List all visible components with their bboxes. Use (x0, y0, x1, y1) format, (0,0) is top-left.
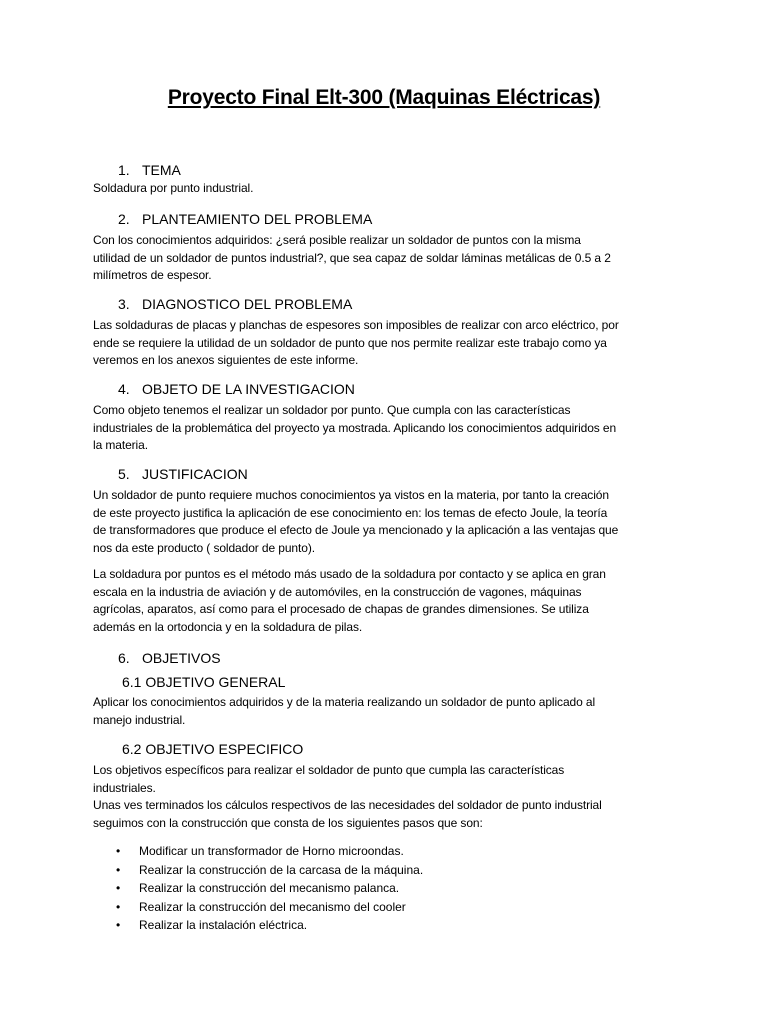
section-heading-justificacion (118, 466, 248, 482)
section-title: OBJETO DE LA INVESTIGACION (142, 381, 355, 397)
text-line: manejo industrial. (93, 712, 186, 727)
section-title: JUSTIFICACION (142, 466, 248, 482)
text-line: Como objeto tenemos el realizar un soldador por punto. Que cumpla con las características (93, 403, 571, 417)
steps-bullet-list (93, 842, 423, 935)
list-item (93, 916, 423, 935)
section-heading-planteamiento (118, 211, 372, 227)
text-line: agrícolas, aparatos, así como para el procesado de chapas de grandes dimensiones. Se utiliza (93, 602, 589, 616)
bullet-icon: • (116, 844, 121, 858)
list-item (93, 861, 423, 880)
section-title: PLANTEAMIENTO DEL PROBLEMA (142, 211, 373, 227)
list-item-text: Realizar la construcción del mecanismo del cooler (139, 899, 406, 914)
subsection-heading-objetivo-especifico: 6.2 OBJETIVO ESPECIFICO (122, 741, 304, 757)
section-title: DIAGNOSTICO DEL PROBLEMA (142, 296, 353, 312)
text-line: Con los conocimientos adquiridos: ¿será posible realizar un soldador de puntos con la misma (93, 233, 581, 247)
bullet-icon: • (116, 899, 121, 914)
text-line: de este proyecto justifica la aplicación de ese conocimiento en: los temas de efecto Joule, la teoría (93, 505, 608, 520)
subsection-heading-objetivo-general: 6.1 OBJETIVO GENERAL (122, 674, 286, 690)
list-item-text: Realizar la construcción de la carcasa de la máquina. (139, 862, 424, 877)
section-heading-tema (118, 162, 181, 178)
list-item (93, 898, 423, 917)
section-body-tema (93, 180, 693, 198)
bullet-icon: • (116, 862, 121, 877)
text-line: La soldadura por puntos es el método más usado de la soldadura por contacto y se aplica en gran (93, 567, 606, 581)
text-line: Aplicar los conocimientos adquiridos y de la materia realizando un soldador de punto aplicado al (93, 695, 596, 709)
text-line: de transformadores que produce el efecto de Joule ya mencionado y la aplicación a las ventajas que (93, 523, 619, 537)
section-number: 5. (118, 466, 130, 482)
section-title: TEMA (142, 162, 181, 178)
text-line: Los objetivos específicos para realizar el soldador de punto que cumpla las características (93, 763, 565, 777)
section-body-diagnostico (93, 317, 693, 370)
bullet-icon: • (116, 918, 121, 932)
section-body-objeto (93, 402, 693, 455)
text-line: veremos en los anexos siguientes de este informe. (93, 353, 359, 367)
section-heading-diagnostico (118, 296, 352, 312)
section-number: 1. (118, 162, 130, 178)
section-body-justificacion (93, 487, 693, 557)
list-item-text: Realizar la instalación eléctrica. (139, 918, 308, 932)
text-line: además en la ortodoncia y en la soldadura de pilas. (93, 619, 363, 634)
section-number: 4. (118, 381, 130, 397)
text-line: ende se requiere la utilidad de un soldador de punto que nos permite realizar este trabajo como ya (93, 335, 607, 350)
section-heading-objeto (118, 381, 355, 397)
section-number: 6. (118, 650, 130, 666)
text-line: nos da este producto ( soldador de punto). (93, 540, 315, 555)
text-line: Un soldador de punto requiere muchos conocimientos ya vistos en la materia, por tanto la creación (93, 488, 609, 502)
subsection-body-objetivo-general (93, 694, 693, 729)
subsection-body-objetivo-especifico (93, 762, 693, 832)
text-line: utilidad de un soldador de puntos industrial?, que sea capaz de soldar láminas metálicas de 0.5 a 2 (93, 250, 611, 265)
text-line: escala en la industria de aviación y de automóviles, en la construcción de vagones, máquinas (93, 584, 582, 599)
text-line: Unas ves terminados los cálculos respectivos de las necesidades del soldador de punto industrial (93, 798, 602, 812)
section-number: 3. (118, 296, 130, 312)
section-body-justificacion-2 (93, 566, 693, 636)
text-line: industriales de la problemática del proyecto ya mostrada. Aplicando los conocimientos adquiridos en (93, 420, 617, 435)
document-title: Proyecto Final Elt-300 (Maquinas Eléctricas) (167, 86, 601, 109)
list-item-text: Modificar un transformador de Horno microondas. (139, 844, 404, 858)
list-item-text: Realizar la construcción del mecanismo palanca. (139, 881, 400, 895)
text-line: milímetros de espesor. (93, 268, 212, 282)
section-body-planteamiento (93, 232, 693, 285)
section-heading-objetivos (118, 650, 221, 666)
text-line: Las soldaduras de placas y planchas de espesores son imposibles de realizar con arco eléctrico, por (93, 318, 619, 332)
bullet-icon: • (116, 881, 121, 895)
list-item (93, 879, 423, 898)
text-line: Soldadura por punto industrial. (93, 181, 254, 195)
section-title: OBJETIVOS (142, 650, 221, 666)
text-line: industriales. (93, 780, 156, 795)
section-number: 2. (118, 211, 130, 227)
list-item (93, 842, 423, 861)
text-line: la materia. (93, 438, 148, 452)
text-line: seguimos con la construcción que consta de los siguientes pasos que son: (93, 815, 483, 830)
